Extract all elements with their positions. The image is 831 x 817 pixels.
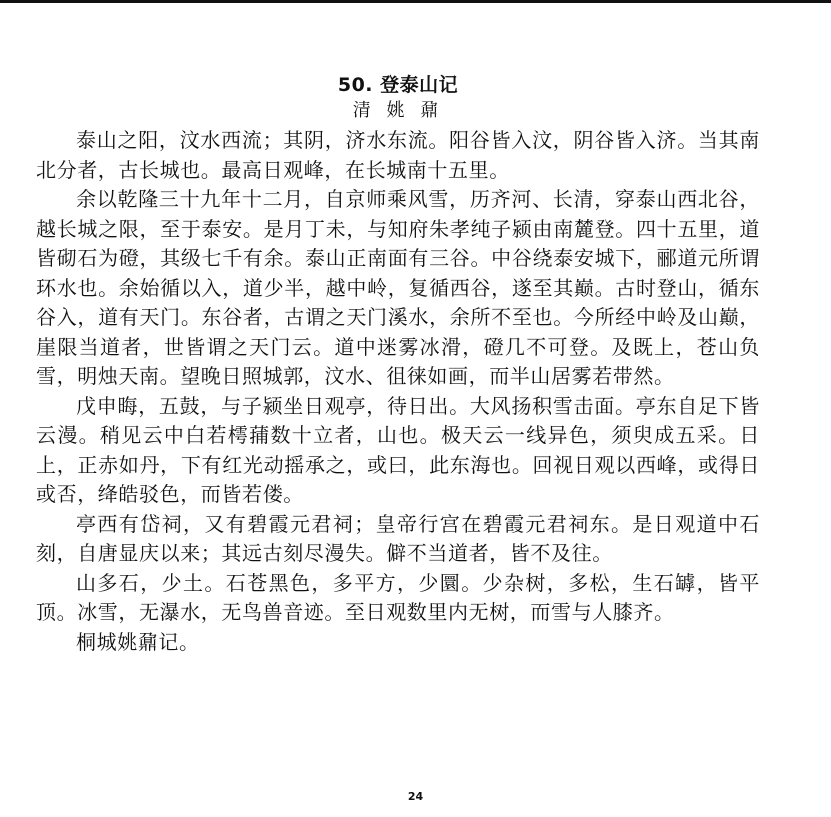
paragraph-3: 戊申晦，五鼓，与子颍坐日观亭，待日出。大风扬积雪击面。亭东自足下皆云漫。稍见云中白若樗蒱数十立者，山也。极天云一线异色，须臾成五采。日上，正赤如丹，下有红光动摇承之，或曰，此东海也。回视日观以西峰，或得日或否，绛皓驳色，而皆若偻。 bbox=[36, 393, 760, 506]
paragraph-5: 山多石，少土。石苍黑色，多平方，少圜。少杂树，多松，生石罅，皆平顶。冰雪，无瀑水，无鸟兽音迹。至日观数里内无树，而雪与人膝齐。 bbox=[36, 570, 760, 624]
essay-body bbox=[36, 126, 760, 657]
page-number: 24 bbox=[407, 790, 424, 803]
paragraph-4: 亭西有岱祠，又有碧霞元君祠；皇帝行宫在碧霞元君祠东。是日观道中石刻，自唐显庆以来；其远古刻尽漫失。僻不当道者，皆不及往。 bbox=[36, 511, 760, 565]
essay-title: 50. 登泰山记 bbox=[337, 74, 459, 96]
signature-line: 桐城姚鼐记。 bbox=[76, 629, 200, 654]
document-page bbox=[36, 72, 760, 657]
essay-author: 清 姚 鼐 bbox=[352, 100, 444, 121]
paragraph-1: 泰山之阳，汶水西流；其阴，济水东流。阳谷皆入汶，阴谷皆入济。当其南北分者，古长城也。最高日观峰，在长城南十五里。 bbox=[36, 128, 760, 182]
paragraph-2: 余以乾隆三十九年十二月，自京师乘风雪，历齐河、长清，穿泰山西北谷，越长城之限，至于泰安。是月丁未，与知府朱孝纯子颍由南麓登。四十五里，道皆砌石为磴，其级七千有余。泰山正南面有三谷。中谷绕泰安城下，郦道元所谓环水也。余始循以入，道少半，越中岭，复循西谷，遂至其巅。古时登山，循东谷入，道有天门。东谷者，古谓之天门溪水，余所不至也。今所经中岭及山巅，崖限当道者，世皆谓之天门云。道中迷雾冰滑，磴几不可登。及既上，苍山负雪，明烛天南。望晚日照城郭，汶水、徂徕如画，而半山居雾若带然。 bbox=[36, 187, 760, 388]
top-border-rule bbox=[0, 0, 831, 3]
